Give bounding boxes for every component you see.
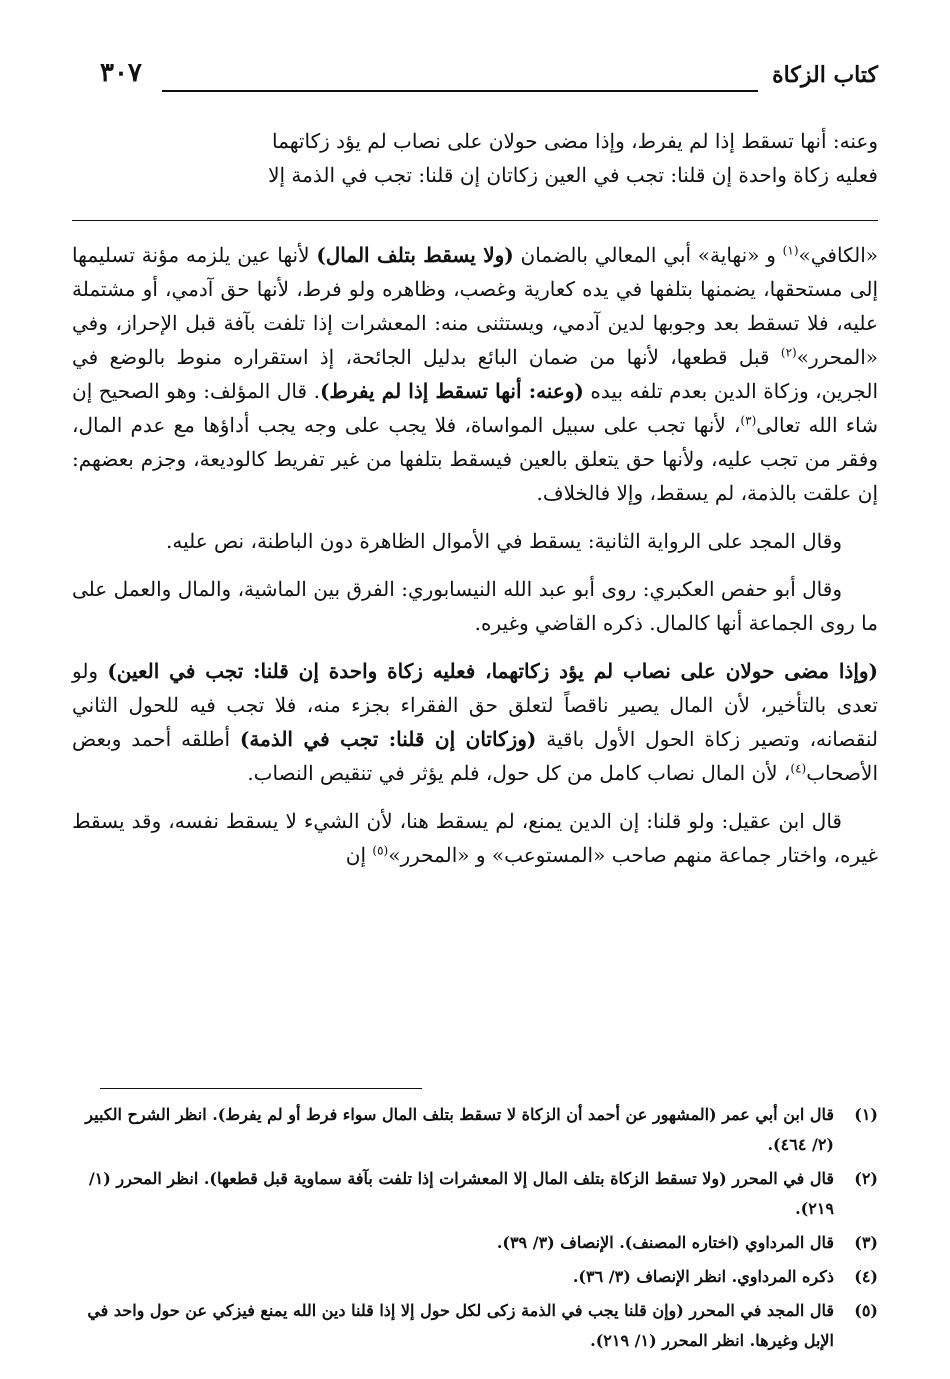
footnote-text: قال في المحرر (ولا تسقط الزكاة بتلف المال إلا المعشرات إذا تلفت بآفة سماوية قبل قطعها). انظر المحرر (١/ ٢١٩). — [88, 1169, 834, 1218]
footnote-text: ذكره المرداوي. انظر الإنصاف (٣/ ٣٦). — [572, 1267, 834, 1286]
matn-line: فعليه زكاة واحدة إن قلنا: تجب في العين زكاتان إن قلنا: تجب في الذمة إلا — [268, 163, 878, 187]
text-span: قبل قطعها، لأنها من ضمان البائع بدليل الجائحة، إذ استقراره منوط بالوضع في الجرين، وزكاة الدين بعدم تلفه بيده — [72, 345, 878, 403]
text-span: ، لأن المال نصاب كامل من كل حول، فلم يؤثر في تنقيص النصاب. — [247, 761, 791, 785]
footnote-ref: (١) — [782, 243, 799, 258]
sharh-text — [72, 238, 878, 886]
sharh-paragraph: وقال المجد على الرواية الثانية: يسقط في الأموال الظاهرة دون الباطنة، نص عليه. — [166, 529, 842, 553]
text-span: و «نهاية» أبي المعالي بالضمان — [513, 243, 783, 267]
footnote-number: (٤) — [854, 1267, 878, 1286]
footnote-ref: (٢) — [780, 345, 797, 360]
footnote-number: (٣) — [854, 1233, 878, 1252]
footnote-ref: (٣) — [740, 413, 757, 428]
footnote-separator — [100, 1088, 422, 1089]
footnote-number: (٥) — [854, 1301, 878, 1320]
footnote — [72, 1296, 878, 1356]
text-span: قال ابن عقيل: ولو قلنا: إن الدين يمنع، لم يسقط هنا، لأن الشيء لا يسقط نفسه، وقد يسقط غيره، واختار جماعة منهم صاحب «المستوعب» و «المحرر» — [72, 809, 878, 867]
text-span: ولو تعدى بالتأخير، لأن المال يصير ناقصاً لتعلق حق الفقراء بجزء منه، فلا تجب فيه للحول الثاني لنقصانه، وتصير زكاة الحول الأول باقية — [72, 659, 878, 751]
text-span: أطلقه أحمد وبعض الأصحاب — [72, 727, 878, 785]
footnotes — [72, 1100, 878, 1360]
text-span: ، لأنها تجب على سبيل المواساة، فلا يجب على وجه يجب أداؤها مع عدم المال، وفقر من تجب عليه، ولأنها حق يتعلق بالعين فيسقط بتلفها من غير تفريط كالوديعة، وجزم بعضهم: إن علقت بالذمة، لم يسقط، وإلا فالخلاف. — [72, 413, 878, 505]
footnote — [72, 1164, 878, 1224]
matn-line: وعنه: أنها تسقط إذا لم يفرط، وإذا مضى حولان على نصاب لم يؤد زكاتهما — [272, 129, 878, 153]
footnote-ref: (٤) — [790, 761, 807, 776]
footnote-number: (١) — [854, 1105, 878, 1124]
footnote — [72, 1262, 878, 1292]
footnote-number: (٢) — [854, 1169, 878, 1188]
sharh-paragraph: وقال أبو حفص العكبري: روى أبو عبد الله النيسابوري: الفرق بين الماشية، والمال والعمل على ما روى الجماعة أنها كالمال. ذكره القاضي وغيره. — [72, 577, 878, 635]
quoted-matn: (وإذا مضى حولان على نصاب لم يؤد زكاتهما، فعليه زكاة واحدة إن قلنا: تجب في العين) — [107, 659, 878, 683]
footnote-ref: (٥) — [372, 843, 389, 858]
quoted-matn: (ولا يسقط بتلف المال) — [316, 243, 514, 267]
book-title: كتاب الزكاة — [772, 62, 878, 88]
text-span: لأنها عين يلزمه مؤنة تسليمها إلى مستحقها، يضمنها بتلفها في يده كعارية وغصب، وظاهره ولو فرط، لأنها حق آدمي، أو مشتملة عليه، فلا تسقط بعد وجوبها لدين آدمي، ويستثنى منه: المعشرات إذا تلفت بآفة قبل الإحراز، وفي «المحرر» — [72, 243, 878, 369]
footnote-text: قال المرداوي (اختاره المصنف). الإنصاف (٣/ ٣٩). — [496, 1233, 834, 1252]
footnote-text: قال ابن أبي عمر (المشهور عن أحمد أن الزكاة لا تسقط بتلف المال سواء فرط أو لم يفرط). انظر الشرح الكبير (٢/ ٤٦٤). — [85, 1105, 834, 1154]
header-rule — [162, 90, 758, 92]
sharh-paragraph — [72, 804, 878, 872]
footnote — [72, 1100, 878, 1160]
page-header — [100, 58, 878, 98]
sharh-paragraph — [72, 238, 878, 510]
page-number: ٣٠٧ — [100, 58, 142, 88]
footnote — [72, 1228, 878, 1258]
quoted-matn: (وزكاتان إن قلنا: تجب في الذمة) — [239, 727, 537, 751]
text-span: . قال المؤلف: وهو الصحيح إن شاء الله تعالى — [72, 379, 878, 437]
matn-text — [72, 124, 878, 192]
sharh-paragraph — [72, 654, 878, 790]
quoted-matn: (وعنه: أنها تسقط إذا لم يفرط) — [319, 379, 584, 403]
footnote-text: قال المجد في المحرر (وإن قلنا يجب في الذمة زكى لكل حول إلا إذا قلنا دين الله يمنع فيزكي عن حول واحد في الإبل وغيرها. انظر المحرر (١/ ٢١٩). — [87, 1301, 834, 1350]
text-span: إن — [345, 843, 373, 867]
matn-separator — [72, 220, 878, 221]
text-span: «الكافي» — [798, 243, 878, 267]
